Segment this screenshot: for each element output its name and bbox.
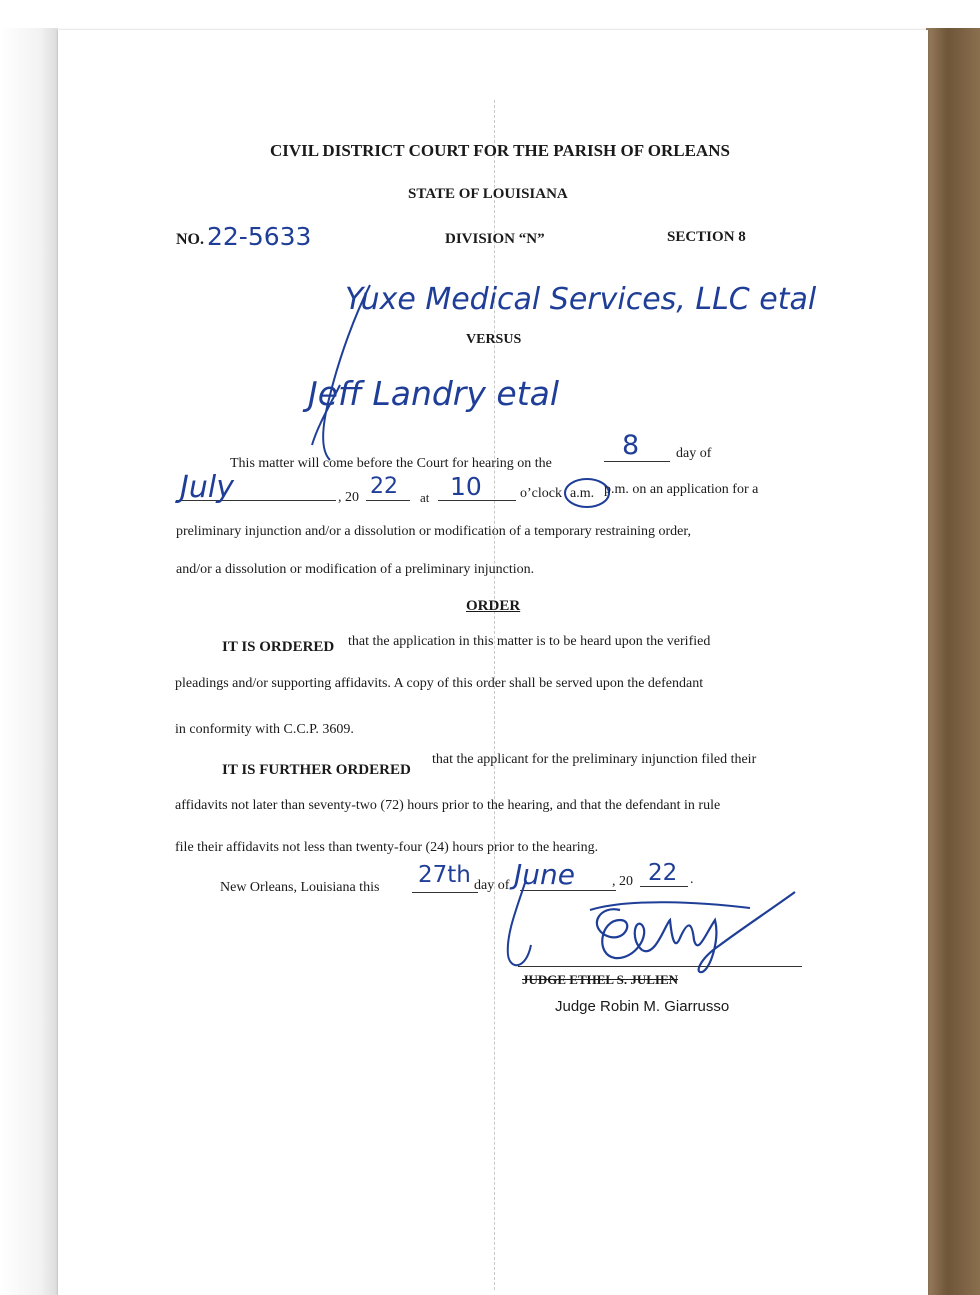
day-blank [604,461,670,462]
hearing-hour: 10 [450,472,482,501]
case-number-value: 22-5633 [207,222,312,251]
struck-judge-name: JUDGE ETHEL S. JULIEN [522,972,679,987]
hearing-text-3: p.m. on an application for a [604,482,759,497]
hearing-text-5: and/or a dissolution or modification of a preliminary injunction. [176,562,535,577]
dating-dayof: day of [474,878,510,893]
order-p2-bold: IT IS FURTHER ORDERED [222,762,411,778]
division-label: DIVISION “N” [445,231,545,247]
am-label: a.m. [570,486,595,501]
scan-margin-right [926,28,980,1295]
oclock-label: o’clock [520,486,562,501]
defendant-handwritten: Jeff Landry etal [308,374,560,413]
dating-day: 27th [418,862,471,888]
judge-name: Judge Robin M. Giarrusso [555,998,730,1015]
hearing-day: 8 [622,430,640,461]
section-label: SECTION 8 [667,229,746,245]
plaintiff-handwritten: Yuxe Medical Services, LLC etal [345,282,817,317]
order-p1-line3: in conformity with C.C.P. 3609. [175,722,354,737]
year-prefix: , 20 [338,490,359,505]
signature-line [518,966,802,967]
dating-month: June [514,858,575,891]
order-p2-line3: file their affidavits not less than twenty-four (24) hours prior to the hearing. [175,840,599,855]
hearing-year: 22 [370,474,398,499]
order-p2-line2: affidavits not later than seventy-two (72) hours prior to the hearing, and that the defendant in rule [175,798,721,813]
state-title: STATE OF LOUISIANA [408,186,568,202]
dating-year: 22 [648,860,678,886]
case-number-label: NO. [176,231,204,248]
hearing-text-1: This matter will come before the Court for hearing on the [230,456,552,471]
handwriting-flourish [300,275,390,465]
dating-prefix: New Orleans, Louisiana this [220,880,380,895]
year-blank [366,500,410,501]
fold-line [494,100,495,1290]
hearing-month: July [180,470,234,505]
document-page [58,30,928,1295]
dating-day-blank [412,892,478,893]
month-flourish [496,875,556,975]
hearing-text-2: day of [676,446,712,461]
hearing-text-4: preliminary injunction and/or a dissolution or modification of a temporary restraining order, [176,524,691,539]
dating-period: . [690,872,694,887]
order-p2-line1: that the applicant for the preliminary injunction filed their [432,752,757,767]
dating-year-prefix: , 20 [612,874,633,889]
order-p1-bold: IT IS ORDERED [222,639,335,655]
scan-margin-left [0,28,58,1295]
order-p1-line2: pleadings and/or supporting affidavits. A copy of this order shall be served upon the defendant [175,676,704,691]
court-title: CIVIL DISTRICT COURT FOR THE PARISH OF ORLEANS [270,141,730,160]
order-heading: ORDER [466,598,521,614]
judge-signature [580,880,810,980]
versus-label: VERSUS [466,332,522,347]
order-p1-line1: that the application in this matter is to be heard upon the verified [348,634,711,649]
at-label: at [420,490,430,505]
